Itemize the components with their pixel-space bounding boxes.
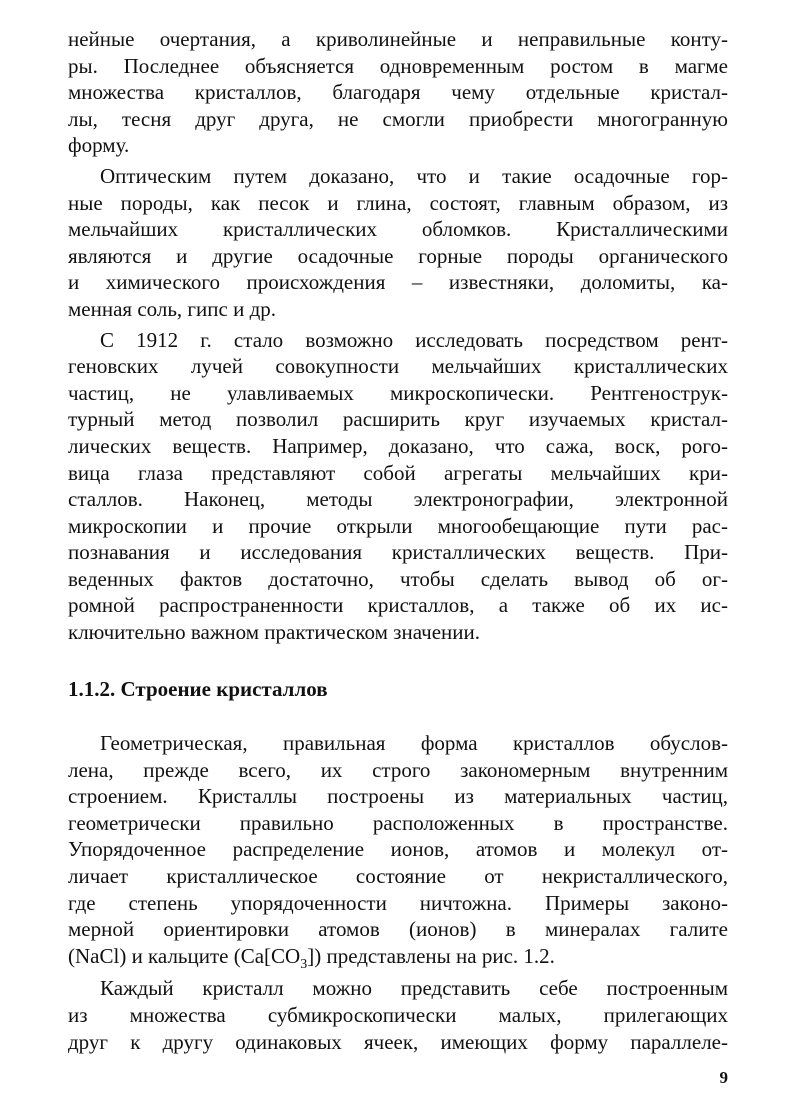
text-line: ключительно важном практическом значении. xyxy=(68,620,481,645)
text-line: Упорядоченное распределение ионов, атомов и молекул от- xyxy=(68,837,728,862)
text-line: друг к другу одинаковых ячеек, имеющих форму параллеле- xyxy=(68,1029,728,1054)
text-line: нейные очертания, а криволинейные и неправильные конту- xyxy=(68,27,728,51)
text-line: веденных фактов достаточно, чтобы сделать вывод об ог- xyxy=(68,566,728,591)
text-line: где степень упорядоченности ничтожна. Примеры законо- xyxy=(68,890,728,915)
text-line: форму. xyxy=(68,133,130,158)
text-line: С 1912 г. стало возможно исследовать посредством рент- xyxy=(100,327,728,352)
page-number: 9 xyxy=(719,1068,728,1087)
text-line: ры. Последнее объясняется одновременным ростом в магме xyxy=(68,53,728,78)
text-line: множества кристаллов, благодаря чему отдельные кристал- xyxy=(68,80,728,105)
text-line: геометрически правильно расположенных в пространстве. xyxy=(68,810,728,835)
text-line: познавания и исследования кристаллических веществ. При- xyxy=(68,540,728,565)
text-line: из множества субмикроскопически малых, прилегающих xyxy=(68,1002,728,1027)
text-line: Оптическим путем доказано, что и такие осадочные гор- xyxy=(100,163,728,188)
text-line: личает кристаллическое состояние от некристаллического, xyxy=(68,863,728,888)
formula-line-before: (NaCl) и кальците (Ca[CO xyxy=(68,943,301,968)
text-line: ромной распространенности кристаллов, а также об их ис- xyxy=(68,593,728,618)
formula-line xyxy=(68,943,728,970)
text-line: геновских лучей совокупности мельчайших кристаллических xyxy=(68,354,728,379)
text-line: лена, прежде всего, их строго закономерным внутренним xyxy=(68,757,728,782)
text-line: являются и другие осадочные горные породы органического xyxy=(68,243,728,268)
text-line: лы, тесня друг друга, не смогли приобрести многогранную xyxy=(68,106,728,131)
text-line: и химического происхождения – известняки, доломиты, ка- xyxy=(68,270,728,295)
text-line: ные породы, как песок и глина, состоят, главным образом, из xyxy=(68,190,728,215)
text-block-1 xyxy=(68,26,728,646)
text-line: мерной ориентировки атомов (ионов) в минералах галите xyxy=(68,917,728,942)
text-line: сталлов. Наконец, методы электронографии, электронной xyxy=(68,487,728,512)
section-heading: 1.1.2. Строение кристаллов xyxy=(68,677,328,701)
text-line: турный метод позволил расширить круг изучаемых кристал- xyxy=(68,407,728,432)
formula-subscript: 3 xyxy=(300,956,308,972)
text-line: частиц, не улавливаемых микроскопически. Рентгенострук- xyxy=(68,380,728,405)
text-line: микроскопии и прочие открыли многообещающие пути рас- xyxy=(68,513,728,538)
formula-line-after: ]) представлены на рис. 1.2. xyxy=(307,943,555,968)
text-line: мельчайших кристаллических обломков. Кристаллическими xyxy=(68,217,728,242)
text-line: Геометрическая, правильная форма кристаллов обуслов- xyxy=(100,731,728,755)
text-line: Каждый кристалл можно представить себе построенным xyxy=(100,976,728,1001)
text-block-2 xyxy=(68,730,728,1055)
text-line: лических веществ. Например, доказано, что сажа, воск, рого- xyxy=(68,433,728,458)
text-line: менная соль, гипс и др. xyxy=(68,296,277,321)
text-line: строением. Кристаллы построены из материальных частиц, xyxy=(68,784,728,809)
text-line: вица глаза представляют собой агрегаты мельчайших кри- xyxy=(68,460,728,485)
